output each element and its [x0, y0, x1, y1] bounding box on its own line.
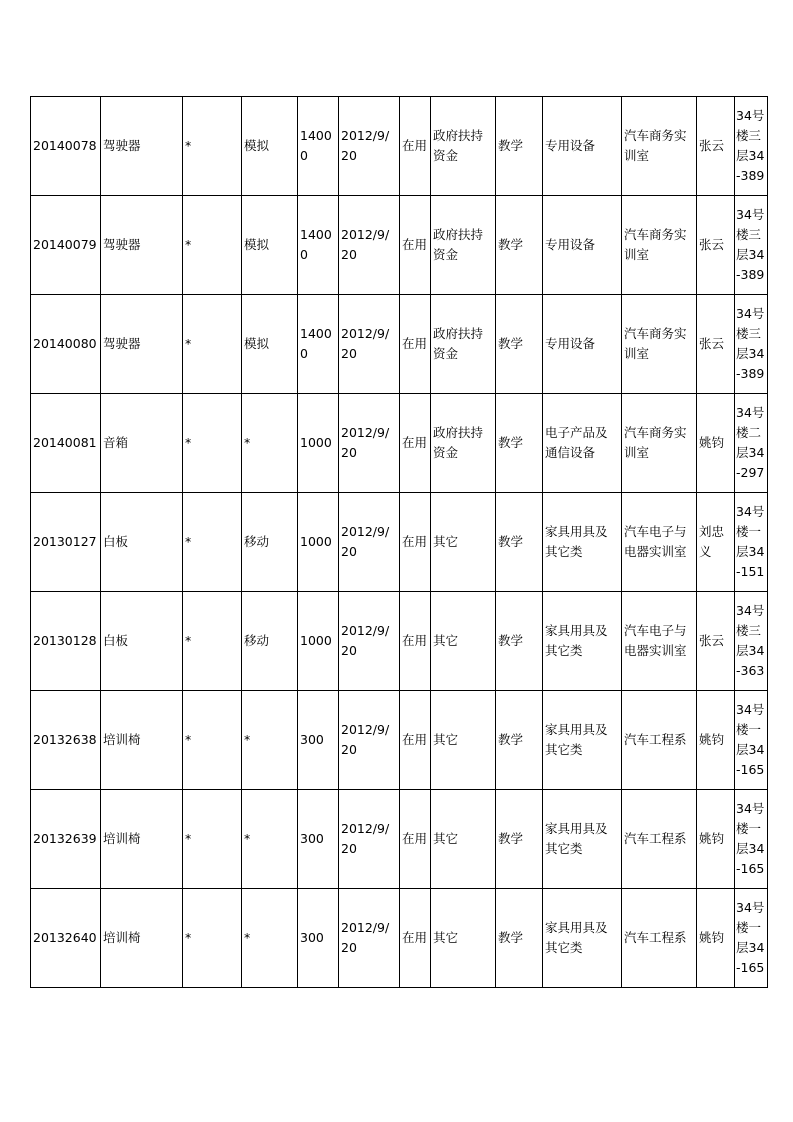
table-row: [31, 493, 768, 592]
location-cell: 34号楼三层34-389: [735, 295, 768, 394]
location-cell: 34号楼一层34-165: [735, 691, 768, 790]
brand-cell: *: [183, 295, 242, 394]
purchase-date-cell: 2012/9/20: [339, 97, 400, 196]
category-cell: 电子产品及通信设备: [543, 394, 622, 493]
category-cell: 家具用具及其它类: [543, 592, 622, 691]
price-cell: 14000: [298, 295, 339, 394]
asset-name-cell: 音箱: [101, 394, 183, 493]
model-cell: *: [242, 889, 298, 988]
department-cell: 汽车电子与电器实训室: [622, 592, 697, 691]
brand-cell: *: [183, 196, 242, 295]
asset-id-cell: 20132638: [31, 691, 101, 790]
fund-source-cell: 其它: [431, 691, 496, 790]
model-cell: *: [242, 691, 298, 790]
fund-source-cell: 其它: [431, 889, 496, 988]
brand-cell: *: [183, 493, 242, 592]
table-row: [31, 394, 768, 493]
model-cell: *: [242, 394, 298, 493]
location-cell: 34号楼三层34-389: [735, 97, 768, 196]
department-cell: 汽车商务实训室: [622, 196, 697, 295]
table-row: [31, 196, 768, 295]
department-cell: 汽车电子与电器实训室: [622, 493, 697, 592]
purchase-date-cell: 2012/9/20: [339, 691, 400, 790]
model-cell: *: [242, 790, 298, 889]
department-cell: 汽车商务实训室: [622, 97, 697, 196]
keeper-cell: 姚钧: [697, 394, 735, 493]
asset-id-cell: 20132639: [31, 790, 101, 889]
status-cell: 在用: [400, 691, 431, 790]
usage-cell: 教学: [496, 97, 543, 196]
category-cell: 家具用具及其它类: [543, 790, 622, 889]
purchase-date-cell: 2012/9/20: [339, 592, 400, 691]
purchase-date-cell: 2012/9/20: [339, 295, 400, 394]
department-cell: 汽车工程系: [622, 790, 697, 889]
asset-name-cell: 培训椅: [101, 691, 183, 790]
keeper-cell: 张云: [697, 196, 735, 295]
category-cell: 专用设备: [543, 295, 622, 394]
fund-source-cell: 政府扶持资金: [431, 97, 496, 196]
location-cell: 34号楼二层34-297: [735, 394, 768, 493]
fund-source-cell: 其它: [431, 493, 496, 592]
brand-cell: *: [183, 889, 242, 988]
asset-id-cell: 20140078: [31, 97, 101, 196]
model-cell: 移动: [242, 592, 298, 691]
keeper-cell: 张云: [697, 97, 735, 196]
price-cell: 300: [298, 889, 339, 988]
table-row: [31, 790, 768, 889]
usage-cell: 教学: [496, 691, 543, 790]
asset-name-cell: 驾驶器: [101, 196, 183, 295]
fund-source-cell: 其它: [431, 592, 496, 691]
location-cell: 34号楼一层34-165: [735, 790, 768, 889]
status-cell: 在用: [400, 295, 431, 394]
status-cell: 在用: [400, 889, 431, 988]
status-cell: 在用: [400, 97, 431, 196]
price-cell: 300: [298, 790, 339, 889]
fund-source-cell: 政府扶持资金: [431, 295, 496, 394]
category-cell: 家具用具及其它类: [543, 493, 622, 592]
category-cell: 家具用具及其它类: [543, 691, 622, 790]
brand-cell: *: [183, 97, 242, 196]
purchase-date-cell: 2012/9/20: [339, 889, 400, 988]
status-cell: 在用: [400, 592, 431, 691]
table-row: [31, 97, 768, 196]
asset-table-body: [31, 97, 768, 988]
location-cell: 34号楼三层34-363: [735, 592, 768, 691]
keeper-cell: 张云: [697, 592, 735, 691]
usage-cell: 教学: [496, 196, 543, 295]
purchase-date-cell: 2012/9/20: [339, 394, 400, 493]
fund-source-cell: 政府扶持资金: [431, 196, 496, 295]
asset-name-cell: 驾驶器: [101, 295, 183, 394]
usage-cell: 教学: [496, 394, 543, 493]
category-cell: 专用设备: [543, 196, 622, 295]
brand-cell: *: [183, 790, 242, 889]
model-cell: 移动: [242, 493, 298, 592]
status-cell: 在用: [400, 196, 431, 295]
price-cell: 1000: [298, 493, 339, 592]
asset-id-cell: 20140079: [31, 196, 101, 295]
table-row: [31, 592, 768, 691]
asset-name-cell: 培训椅: [101, 790, 183, 889]
keeper-cell: 姚钧: [697, 790, 735, 889]
price-cell: 14000: [298, 196, 339, 295]
category-cell: 专用设备: [543, 97, 622, 196]
status-cell: 在用: [400, 493, 431, 592]
price-cell: 14000: [298, 97, 339, 196]
status-cell: 在用: [400, 394, 431, 493]
keeper-cell: 张云: [697, 295, 735, 394]
price-cell: 300: [298, 691, 339, 790]
fund-source-cell: 其它: [431, 790, 496, 889]
asset-id-cell: 20130127: [31, 493, 101, 592]
asset-name-cell: 驾驶器: [101, 97, 183, 196]
keeper-cell: 姚钧: [697, 691, 735, 790]
price-cell: 1000: [298, 394, 339, 493]
asset-id-cell: 20140081: [31, 394, 101, 493]
purchase-date-cell: 2012/9/20: [339, 790, 400, 889]
brand-cell: *: [183, 691, 242, 790]
asset-name-cell: 白板: [101, 493, 183, 592]
asset-id-cell: 20132640: [31, 889, 101, 988]
asset-name-cell: 培训椅: [101, 889, 183, 988]
usage-cell: 教学: [496, 889, 543, 988]
location-cell: 34号楼一层34-165: [735, 889, 768, 988]
table-row: [31, 295, 768, 394]
keeper-cell: 姚钧: [697, 889, 735, 988]
location-cell: 34号楼三层34-389: [735, 196, 768, 295]
model-cell: 模拟: [242, 295, 298, 394]
department-cell: 汽车商务实训室: [622, 394, 697, 493]
usage-cell: 教学: [496, 295, 543, 394]
status-cell: 在用: [400, 790, 431, 889]
department-cell: 汽车工程系: [622, 889, 697, 988]
department-cell: 汽车工程系: [622, 691, 697, 790]
category-cell: 家具用具及其它类: [543, 889, 622, 988]
usage-cell: 教学: [496, 592, 543, 691]
usage-cell: 教学: [496, 493, 543, 592]
location-cell: 34号楼一层34-151: [735, 493, 768, 592]
brand-cell: *: [183, 394, 242, 493]
asset-table: [30, 96, 768, 988]
asset-id-cell: 20140080: [31, 295, 101, 394]
asset-name-cell: 白板: [101, 592, 183, 691]
table-row: [31, 691, 768, 790]
table-row: [31, 889, 768, 988]
usage-cell: 教学: [496, 790, 543, 889]
model-cell: 模拟: [242, 97, 298, 196]
brand-cell: *: [183, 592, 242, 691]
keeper-cell: 刘忠义: [697, 493, 735, 592]
purchase-date-cell: 2012/9/20: [339, 493, 400, 592]
asset-id-cell: 20130128: [31, 592, 101, 691]
purchase-date-cell: 2012/9/20: [339, 196, 400, 295]
model-cell: 模拟: [242, 196, 298, 295]
fund-source-cell: 政府扶持资金: [431, 394, 496, 493]
price-cell: 1000: [298, 592, 339, 691]
department-cell: 汽车商务实训室: [622, 295, 697, 394]
